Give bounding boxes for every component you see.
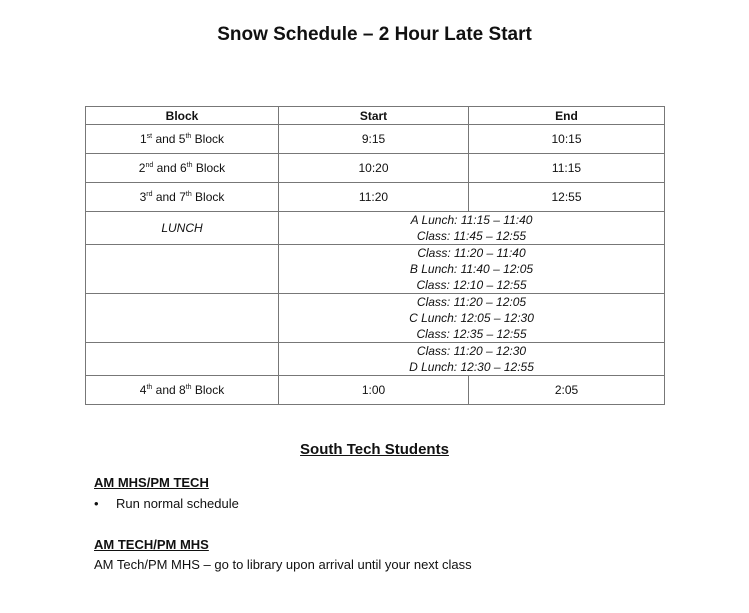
table-row <box>86 183 665 212</box>
lunch-row-d <box>86 343 665 376</box>
start-cell: 11:20 <box>279 183 469 212</box>
header-block: Block <box>86 107 279 125</box>
bullet-text: Run normal schedule <box>116 496 239 511</box>
am-mhs-heading: AM MHS/PM TECH <box>94 475 209 490</box>
page-title: Snow Schedule – 2 Hour Late Start <box>217 24 532 45</box>
lunch-label: LUNCH <box>86 212 279 245</box>
schedule-table <box>85 106 665 405</box>
table-row <box>86 376 665 405</box>
start-cell: 9:15 <box>279 125 469 154</box>
lunch-row-a <box>86 212 665 245</box>
table-header-row <box>86 107 665 125</box>
list-item <box>94 496 239 511</box>
table-row <box>86 154 665 183</box>
block-cell: 1st and 5th Block <box>86 125 279 154</box>
lunch-b-cell: Class: 11:20 – 11:40 B Lunch: 11:40 – 12:05 Class: 12:10 – 12:55 <box>279 245 665 294</box>
block-cell: 2nd and 6th Block <box>86 154 279 183</box>
header-start: Start <box>279 107 469 125</box>
am-tech-text: AM Tech/PM MHS – go to library upon arrival until your next class <box>94 557 472 572</box>
lunch-d-cell: Class: 11:20 – 12:30 D Lunch: 12:30 – 12:55 <box>279 343 665 376</box>
lunch-row-c <box>86 294 665 343</box>
empty-cell <box>86 343 279 376</box>
header-end: End <box>469 107 665 125</box>
am-tech-heading: AM TECH/PM MHS <box>94 537 209 552</box>
empty-cell <box>86 245 279 294</box>
end-cell: 2:05 <box>469 376 665 405</box>
start-cell: 1:00 <box>279 376 469 405</box>
bullet-icon: • <box>94 496 99 511</box>
block-cell: 3rd and 7th Block <box>86 183 279 212</box>
end-cell: 11:15 <box>469 154 665 183</box>
south-tech-heading: South Tech Students <box>300 441 449 458</box>
table-row <box>86 125 665 154</box>
empty-cell <box>86 294 279 343</box>
lunch-a-cell: A Lunch: 11:15 – 11:40 Class: 11:45 – 12:55 <box>279 212 665 245</box>
start-cell: 10:20 <box>279 154 469 183</box>
lunch-c-cell: Class: 11:20 – 12:05 C Lunch: 12:05 – 12:30 Class: 12:35 – 12:55 <box>279 294 665 343</box>
block-cell: 4th and 8th Block <box>86 376 279 405</box>
end-cell: 12:55 <box>469 183 665 212</box>
end-cell: 10:15 <box>469 125 665 154</box>
lunch-row-b <box>86 245 665 294</box>
